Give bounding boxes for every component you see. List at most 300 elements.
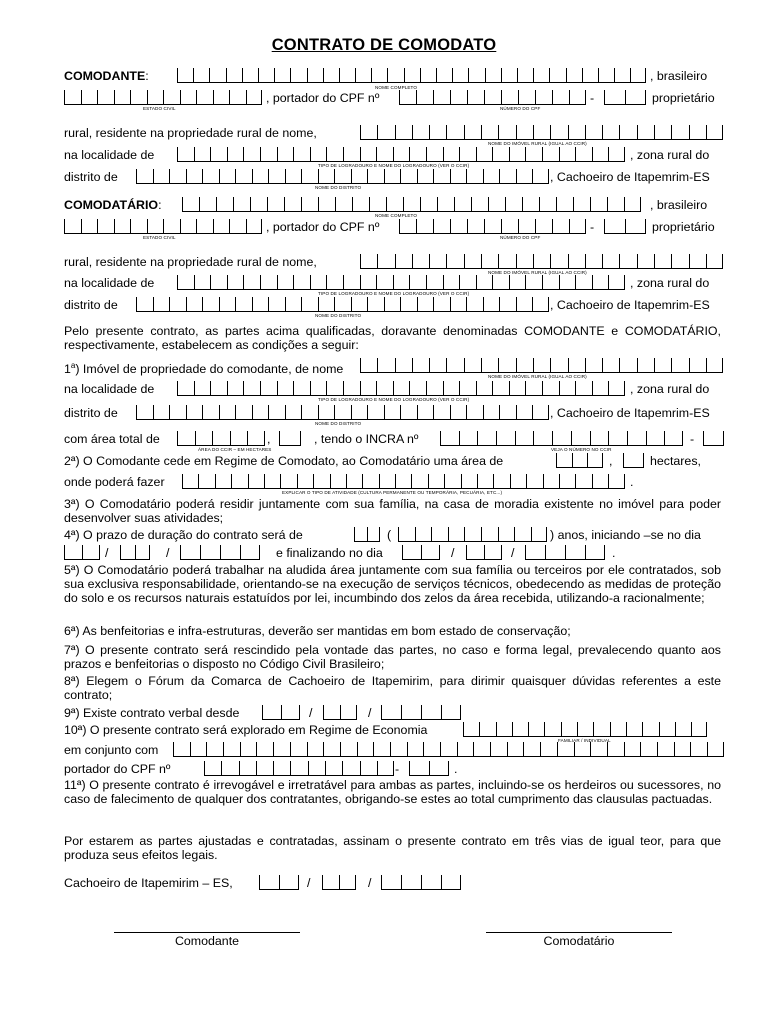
char-box[interactable] — [268, 169, 285, 184]
clause-4-start-day-field[interactable] — [64, 545, 100, 560]
char-box[interactable] — [393, 275, 410, 290]
char-box[interactable] — [409, 147, 426, 162]
char-box[interactable] — [367, 405, 384, 420]
char-box[interactable] — [593, 722, 609, 737]
char-box[interactable] — [335, 197, 352, 212]
char-box[interactable] — [441, 705, 461, 720]
char-box[interactable] — [82, 545, 100, 560]
comodatario-cpf-field[interactable] — [399, 219, 586, 234]
char-box[interactable] — [585, 125, 602, 140]
char-box[interactable] — [476, 381, 493, 396]
char-box[interactable] — [510, 474, 526, 489]
char-box[interactable] — [466, 405, 483, 420]
char-box[interactable] — [351, 405, 368, 420]
char-box[interactable] — [219, 405, 236, 420]
char-box[interactable] — [233, 197, 250, 212]
char-box[interactable] — [376, 275, 393, 290]
char-box[interactable] — [169, 169, 186, 184]
char-box[interactable] — [81, 90, 98, 105]
comodante-cpf-field[interactable] — [399, 90, 586, 105]
char-box[interactable] — [376, 381, 393, 396]
char-box[interactable] — [477, 474, 493, 489]
char-box[interactable] — [357, 742, 374, 757]
char-box[interactable] — [559, 275, 576, 290]
char-box[interactable] — [464, 125, 481, 140]
char-box[interactable] — [575, 147, 592, 162]
clause-4-anos-num-field[interactable] — [354, 527, 380, 542]
char-box[interactable] — [202, 169, 219, 184]
char-box[interactable] — [531, 527, 548, 542]
char-box[interactable] — [429, 125, 446, 140]
char-box[interactable] — [501, 219, 518, 234]
char-box[interactable] — [674, 742, 691, 757]
char-box[interactable] — [243, 147, 260, 162]
char-box[interactable] — [592, 474, 608, 489]
char-box[interactable] — [542, 381, 559, 396]
char-box[interactable] — [654, 125, 671, 140]
char-box[interactable] — [568, 358, 585, 373]
char-box[interactable] — [477, 431, 496, 446]
char-box[interactable] — [136, 169, 153, 184]
char-box[interactable] — [556, 197, 573, 212]
char-box[interactable] — [262, 705, 281, 720]
char-box[interactable] — [235, 297, 252, 312]
clause-4-start-month-field[interactable] — [120, 545, 150, 560]
char-box[interactable] — [415, 527, 432, 542]
char-box[interactable] — [627, 431, 646, 446]
clause-9-year-field[interactable] — [381, 705, 461, 720]
char-box[interactable] — [528, 722, 544, 737]
char-box[interactable] — [421, 875, 441, 890]
char-box[interactable] — [464, 358, 481, 373]
char-box[interactable] — [307, 68, 323, 83]
clause-1-area-decimal-field[interactable] — [279, 431, 301, 446]
char-box[interactable] — [540, 742, 557, 757]
char-box[interactable] — [446, 358, 463, 373]
char-box[interactable] — [280, 474, 296, 489]
char-box[interactable] — [428, 474, 444, 489]
char-box[interactable] — [607, 197, 624, 212]
char-box[interactable] — [610, 722, 626, 737]
char-box[interactable] — [310, 381, 327, 396]
char-box[interactable] — [202, 297, 219, 312]
char-box[interactable] — [334, 405, 351, 420]
char-box[interactable] — [409, 275, 426, 290]
char-box[interactable] — [221, 761, 238, 776]
char-box[interactable] — [625, 90, 646, 105]
clause-1-distrito-field[interactable] — [136, 405, 549, 420]
char-box[interactable] — [246, 219, 263, 234]
char-box[interactable] — [252, 169, 269, 184]
char-box[interactable] — [429, 358, 446, 373]
clause-4-start-year-field[interactable] — [180, 545, 260, 560]
clause-1-incra-digit-field[interactable] — [703, 431, 724, 446]
char-box[interactable] — [229, 90, 246, 105]
char-box[interactable] — [515, 431, 534, 446]
clause-2-area-field[interactable] — [556, 453, 603, 468]
char-box[interactable] — [279, 431, 301, 446]
char-box[interactable] — [97, 90, 114, 105]
char-box[interactable] — [446, 254, 463, 269]
char-box[interactable] — [398, 527, 415, 542]
char-box[interactable] — [395, 254, 412, 269]
char-box[interactable] — [400, 405, 417, 420]
char-box[interactable] — [512, 722, 528, 737]
char-box[interactable] — [466, 545, 484, 560]
char-box[interactable] — [173, 742, 190, 757]
char-box[interactable] — [598, 68, 614, 83]
char-box[interactable] — [417, 169, 434, 184]
char-box[interactable] — [277, 381, 294, 396]
char-box[interactable] — [326, 275, 343, 290]
clause-10-conjunto-field[interactable] — [173, 742, 724, 757]
clause-10-regime-field[interactable] — [463, 722, 707, 737]
char-box[interactable] — [492, 381, 509, 396]
char-box[interactable] — [484, 219, 501, 234]
char-box[interactable] — [549, 68, 565, 83]
char-box[interactable] — [252, 297, 269, 312]
char-box[interactable] — [343, 275, 360, 290]
char-box[interactable] — [476, 147, 493, 162]
char-box[interactable] — [267, 197, 284, 212]
char-box[interactable] — [602, 125, 619, 140]
char-box[interactable] — [360, 125, 377, 140]
char-box[interactable] — [393, 381, 410, 396]
char-box[interactable] — [130, 219, 147, 234]
char-box[interactable] — [416, 90, 433, 105]
char-box[interactable] — [360, 147, 377, 162]
char-box[interactable] — [256, 742, 273, 757]
char-box[interactable] — [369, 197, 386, 212]
char-box[interactable] — [467, 90, 484, 105]
char-box[interactable] — [483, 297, 500, 312]
comodatario-cpf-digit-field[interactable] — [604, 219, 646, 234]
char-box[interactable] — [535, 90, 552, 105]
char-box[interactable] — [501, 68, 517, 83]
char-box[interactable] — [250, 197, 267, 212]
char-box[interactable] — [407, 742, 424, 757]
char-box[interactable] — [163, 219, 180, 234]
char-box[interactable] — [384, 297, 401, 312]
char-box[interactable] — [441, 875, 461, 890]
char-box[interactable] — [573, 197, 590, 212]
char-box[interactable] — [354, 527, 367, 542]
char-box[interactable] — [64, 545, 82, 560]
char-box[interactable] — [575, 474, 591, 489]
char-box[interactable] — [256, 761, 273, 776]
char-box[interactable] — [401, 875, 421, 890]
char-box[interactable] — [293, 381, 310, 396]
char-box[interactable] — [373, 742, 390, 757]
char-box[interactable] — [507, 742, 524, 757]
char-box[interactable] — [436, 68, 452, 83]
char-box[interactable] — [210, 275, 227, 290]
char-box[interactable] — [379, 474, 395, 489]
char-box[interactable] — [498, 527, 515, 542]
char-box[interactable] — [640, 742, 657, 757]
char-box[interactable] — [285, 169, 302, 184]
char-box[interactable] — [481, 125, 498, 140]
char-box[interactable] — [463, 722, 479, 737]
char-box[interactable] — [619, 358, 636, 373]
char-box[interactable] — [535, 219, 552, 234]
char-box[interactable] — [431, 527, 448, 542]
char-box[interactable] — [499, 405, 516, 420]
char-box[interactable] — [409, 381, 426, 396]
char-box[interactable] — [637, 125, 654, 140]
char-box[interactable] — [602, 358, 619, 373]
char-box[interactable] — [284, 197, 301, 212]
char-box[interactable] — [496, 431, 515, 446]
char-box[interactable] — [517, 68, 533, 83]
char-box[interactable] — [258, 68, 274, 83]
char-box[interactable] — [671, 358, 688, 373]
char-box[interactable] — [135, 545, 150, 560]
comodatario-distrito-field[interactable] — [136, 297, 549, 312]
char-box[interactable] — [360, 358, 377, 373]
char-box[interactable] — [346, 474, 362, 489]
char-box[interactable] — [421, 705, 441, 720]
char-box[interactable] — [384, 405, 401, 420]
char-box[interactable] — [446, 125, 463, 140]
char-box[interactable] — [516, 405, 533, 420]
char-box[interactable] — [252, 405, 269, 420]
char-box[interactable] — [433, 297, 450, 312]
char-box[interactable] — [325, 761, 342, 776]
char-box[interactable] — [367, 527, 380, 542]
char-box[interactable] — [590, 431, 609, 446]
char-box[interactable] — [542, 275, 559, 290]
char-box[interactable] — [533, 125, 550, 140]
char-box[interactable] — [421, 545, 440, 560]
char-box[interactable] — [607, 742, 624, 757]
clause-4-anos-text-field[interactable] — [398, 527, 547, 542]
char-box[interactable] — [216, 197, 233, 212]
clause-9-month-field[interactable] — [323, 705, 357, 720]
char-box[interactable] — [342, 761, 359, 776]
char-box[interactable] — [330, 474, 346, 489]
char-box[interactable] — [273, 761, 290, 776]
char-box[interactable] — [219, 169, 236, 184]
comodatario-localidade-field[interactable] — [177, 275, 625, 290]
char-box[interactable] — [412, 125, 429, 140]
char-box[interactable] — [691, 722, 707, 737]
char-box[interactable] — [550, 358, 567, 373]
clause-10-cpf-field[interactable] — [204, 761, 394, 776]
char-box[interactable] — [543, 474, 559, 489]
char-box[interactable] — [274, 68, 290, 83]
char-box[interactable] — [220, 545, 240, 560]
char-box[interactable] — [561, 722, 577, 737]
char-box[interactable] — [426, 275, 443, 290]
char-box[interactable] — [571, 431, 590, 446]
clause-4-end-day-field[interactable] — [402, 545, 440, 560]
char-box[interactable] — [585, 254, 602, 269]
char-box[interactable] — [565, 545, 585, 560]
char-box[interactable] — [518, 90, 535, 105]
char-box[interactable] — [177, 431, 195, 446]
char-box[interactable] — [210, 381, 227, 396]
char-box[interactable] — [376, 147, 393, 162]
char-box[interactable] — [523, 742, 540, 757]
char-box[interactable] — [525, 381, 542, 396]
char-box[interactable] — [403, 197, 420, 212]
char-box[interactable] — [285, 297, 302, 312]
char-box[interactable] — [516, 358, 533, 373]
char-box[interactable] — [279, 875, 299, 890]
char-box[interactable] — [484, 545, 502, 560]
char-box[interactable] — [180, 90, 197, 105]
char-box[interactable] — [395, 125, 412, 140]
char-box[interactable] — [550, 254, 567, 269]
char-box[interactable] — [498, 358, 515, 373]
char-box[interactable] — [429, 254, 446, 269]
char-box[interactable] — [260, 381, 277, 396]
char-box[interactable] — [268, 405, 285, 420]
char-box[interactable] — [448, 527, 465, 542]
char-box[interactable] — [147, 90, 164, 105]
char-box[interactable] — [450, 219, 467, 234]
char-box[interactable] — [169, 405, 186, 420]
char-box[interactable] — [355, 68, 371, 83]
char-box[interactable] — [313, 474, 329, 489]
char-box[interactable] — [587, 453, 603, 468]
char-box[interactable] — [646, 431, 665, 446]
char-box[interactable] — [377, 254, 394, 269]
char-box[interactable] — [64, 90, 81, 105]
char-box[interactable] — [575, 275, 592, 290]
char-box[interactable] — [416, 219, 433, 234]
char-box[interactable] — [412, 254, 429, 269]
char-box[interactable] — [637, 254, 654, 269]
char-box[interactable] — [147, 219, 164, 234]
char-box[interactable] — [498, 254, 515, 269]
char-box[interactable] — [323, 705, 340, 720]
char-box[interactable] — [485, 68, 501, 83]
char-box[interactable] — [443, 275, 460, 290]
char-box[interactable] — [533, 431, 552, 446]
char-box[interactable] — [703, 431, 724, 446]
comodante-name-field[interactable] — [177, 68, 646, 83]
char-box[interactable] — [706, 254, 723, 269]
char-box[interactable] — [526, 474, 542, 489]
clause-4-end-year-field[interactable] — [525, 545, 605, 560]
char-box[interactable] — [194, 147, 211, 162]
char-box[interactable] — [293, 275, 310, 290]
char-box[interactable] — [496, 722, 512, 737]
char-box[interactable] — [351, 297, 368, 312]
char-box[interactable] — [552, 219, 569, 234]
char-box[interactable] — [153, 169, 170, 184]
char-box[interactable] — [381, 705, 401, 720]
char-box[interactable] — [689, 358, 706, 373]
char-box[interactable] — [235, 169, 252, 184]
char-box[interactable] — [479, 722, 495, 737]
char-box[interactable] — [395, 358, 412, 373]
comodatario-signature-line[interactable] — [486, 932, 672, 933]
char-box[interactable] — [568, 125, 585, 140]
char-box[interactable] — [602, 254, 619, 269]
char-box[interactable] — [556, 453, 572, 468]
char-box[interactable] — [590, 197, 607, 212]
char-box[interactable] — [377, 761, 394, 776]
char-box[interactable] — [209, 68, 225, 83]
char-box[interactable] — [227, 147, 244, 162]
char-box[interactable] — [585, 545, 605, 560]
char-box[interactable] — [136, 405, 153, 420]
place-month-field[interactable] — [322, 875, 356, 890]
comodatario-name-field[interactable] — [182, 197, 641, 212]
char-box[interactable] — [481, 358, 498, 373]
place-day-field[interactable] — [259, 875, 299, 890]
char-box[interactable] — [420, 197, 437, 212]
char-box[interactable] — [509, 275, 526, 290]
char-box[interactable] — [239, 761, 256, 776]
char-box[interactable] — [544, 722, 560, 737]
char-box[interactable] — [417, 297, 434, 312]
char-box[interactable] — [604, 219, 625, 234]
char-box[interactable] — [177, 68, 193, 83]
char-box[interactable] — [352, 197, 369, 212]
char-box[interactable] — [229, 219, 246, 234]
char-box[interactable] — [215, 474, 231, 489]
char-box[interactable] — [310, 147, 327, 162]
char-box[interactable] — [193, 68, 209, 83]
char-box[interactable] — [290, 761, 307, 776]
char-box[interactable] — [532, 169, 549, 184]
clause-2-area-decimal-field[interactable] — [623, 453, 644, 468]
char-box[interactable] — [323, 742, 340, 757]
char-box[interactable] — [552, 90, 569, 105]
char-box[interactable] — [592, 147, 609, 162]
char-box[interactable] — [450, 297, 467, 312]
char-box[interactable] — [450, 90, 467, 105]
char-box[interactable] — [671, 125, 688, 140]
clause-1-imovel-field[interactable] — [360, 358, 723, 373]
char-box[interactable] — [393, 147, 410, 162]
clause-4-end-month-field[interactable] — [466, 545, 502, 560]
char-box[interactable] — [484, 90, 501, 105]
char-box[interactable] — [423, 742, 440, 757]
char-box[interactable] — [516, 254, 533, 269]
char-box[interactable] — [459, 275, 476, 290]
char-box[interactable] — [260, 275, 277, 290]
char-box[interactable] — [452, 68, 468, 83]
comodatario-estado-civil-field[interactable] — [64, 219, 262, 234]
char-box[interactable] — [552, 431, 571, 446]
char-box[interactable] — [501, 90, 518, 105]
char-box[interactable] — [559, 147, 576, 162]
char-box[interactable] — [642, 722, 658, 737]
char-box[interactable] — [400, 169, 417, 184]
char-box[interactable] — [196, 219, 213, 234]
char-box[interactable] — [619, 125, 636, 140]
char-box[interactable] — [387, 68, 403, 83]
char-box[interactable] — [395, 474, 411, 489]
char-box[interactable] — [177, 275, 194, 290]
char-box[interactable] — [277, 275, 294, 290]
char-box[interactable] — [654, 254, 671, 269]
char-box[interactable] — [575, 381, 592, 396]
char-box[interactable] — [411, 474, 427, 489]
char-box[interactable] — [481, 254, 498, 269]
char-box[interactable] — [204, 761, 221, 776]
char-box[interactable] — [246, 90, 263, 105]
char-box[interactable] — [242, 68, 258, 83]
char-box[interactable] — [532, 297, 549, 312]
char-box[interactable] — [505, 197, 522, 212]
char-box[interactable] — [402, 545, 421, 560]
